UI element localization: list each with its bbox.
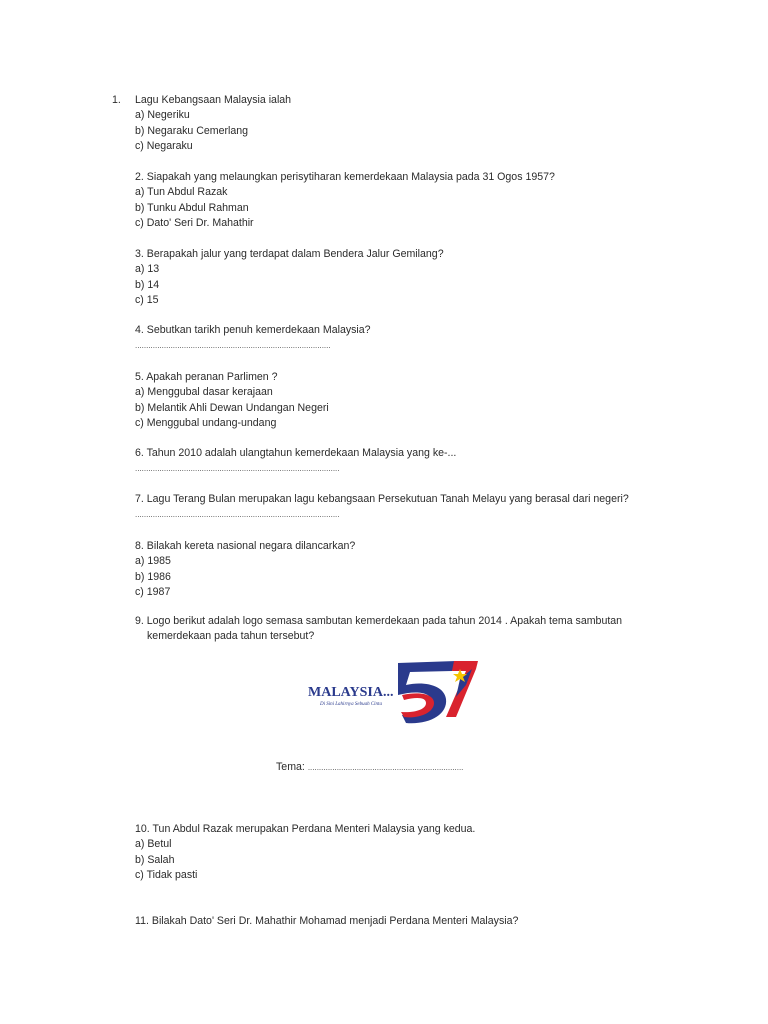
q10-question: 10. Tun Abdul Razak merupakan Perdana Menteri Malaysia yang kedua. <box>135 823 476 835</box>
q3-question: 3. Berapakah jalur yang terdapat dalam Bendera Jalur Gemilang? <box>135 248 444 260</box>
q2-option-a: a) Tun Abdul Razak <box>135 186 228 199</box>
question-6 <box>135 446 695 477</box>
q8-option-a: a) 1985 <box>135 555 171 568</box>
q2-option-b: b) Tunku Abdul Rahman <box>135 201 249 214</box>
q10-option-b: b) Salah <box>135 853 175 866</box>
question-9 <box>135 614 695 645</box>
q8-option-c: c) 1987 <box>135 586 171 599</box>
question-2 <box>135 170 695 232</box>
q2-option-c: c) Dato' Seri Dr. Mahathir <box>135 217 254 230</box>
malaysia-57-logo-graphic <box>306 655 482 727</box>
q1-number: 1. <box>112 94 121 106</box>
q4-answer-line: ........................................................................................ <box>135 341 331 351</box>
q6-answer-line: ............................................................................................ <box>135 464 340 474</box>
question-7 <box>135 492 695 523</box>
q5-question: 5. Apakah peranan Parlimen ? <box>135 371 278 383</box>
q5-option-a: a) Menggubal dasar kerajaan <box>135 386 273 399</box>
q8-option-b: b) 1986 <box>135 570 171 583</box>
malaysia-57-logo <box>306 655 482 727</box>
q1-question: Lagu Kebangsaan Malaysia ialah <box>135 94 292 106</box>
q7-question: 7. Lagu Terang Bulan merupakan lagu kebangsaan Persekutuan Tanah Melayu yang berasal dari negeri? <box>135 493 629 505</box>
q10-option-a: a) Betul <box>135 838 172 851</box>
question-1 <box>135 93 695 155</box>
q5-option-c: c) Menggubal undang-undang <box>135 417 277 430</box>
q7-answer-line: ............................................................................................ <box>135 510 340 520</box>
tema-answer-line: ...................................................................... <box>307 763 464 772</box>
tema-label: Tema: <box>276 761 305 773</box>
question-3 <box>135 247 695 309</box>
logo-tagline: Di Sini Lahirnya Sebuah Cinta <box>320 702 382 707</box>
q5-option-b: b) Melantik Ahli Dewan Undangan Negeri <box>135 401 329 414</box>
logo-text: MALAYSIA... <box>308 685 394 700</box>
q3-option-c: c) 15 <box>135 294 159 307</box>
q1-option-b: b) Negaraku Cemerlang <box>135 124 249 137</box>
q1-option-c: c) Negaraku <box>135 140 193 153</box>
q3-option-a: a) 13 <box>135 263 160 276</box>
question-5 <box>135 370 695 432</box>
q9-question-line2: kemerdekaan pada tahun tersebut? <box>147 630 315 643</box>
q3-option-b: b) 14 <box>135 278 160 291</box>
question-11 <box>135 914 695 929</box>
tema-answer <box>276 760 463 775</box>
question-8 <box>135 539 695 601</box>
question-4 <box>135 323 695 354</box>
q10-option-c: c) Tidak pasti <box>135 869 198 882</box>
q11-question: 11. Bilakah Dato' Seri Dr. Mahathir Mohamad menjadi Perdana Menteri Malaysia? <box>135 915 519 927</box>
question-10 <box>135 822 695 884</box>
q9-question-line1: 9. Logo berikut adalah logo semasa sambutan kemerdekaan pada tahun 2014 . Apakah tema sambutan <box>135 615 623 627</box>
q6-question: 6. Tahun 2010 adalah ulangtahun kemerdekaan Malaysia yang ke-... <box>135 447 457 459</box>
q4-question: 4. Sebutkan tarikh penuh kemerdekaan Malaysia? <box>135 324 371 336</box>
q1-option-a: a) Negeriku <box>135 109 190 122</box>
q8-question: 8. Bilakah kereta nasional negara dilancarkan? <box>135 540 356 552</box>
q2-question: 2. Siapakah yang melaungkan perisytiharan kemerdekaan Malaysia pada 31 Ogos 1957? <box>135 171 555 183</box>
